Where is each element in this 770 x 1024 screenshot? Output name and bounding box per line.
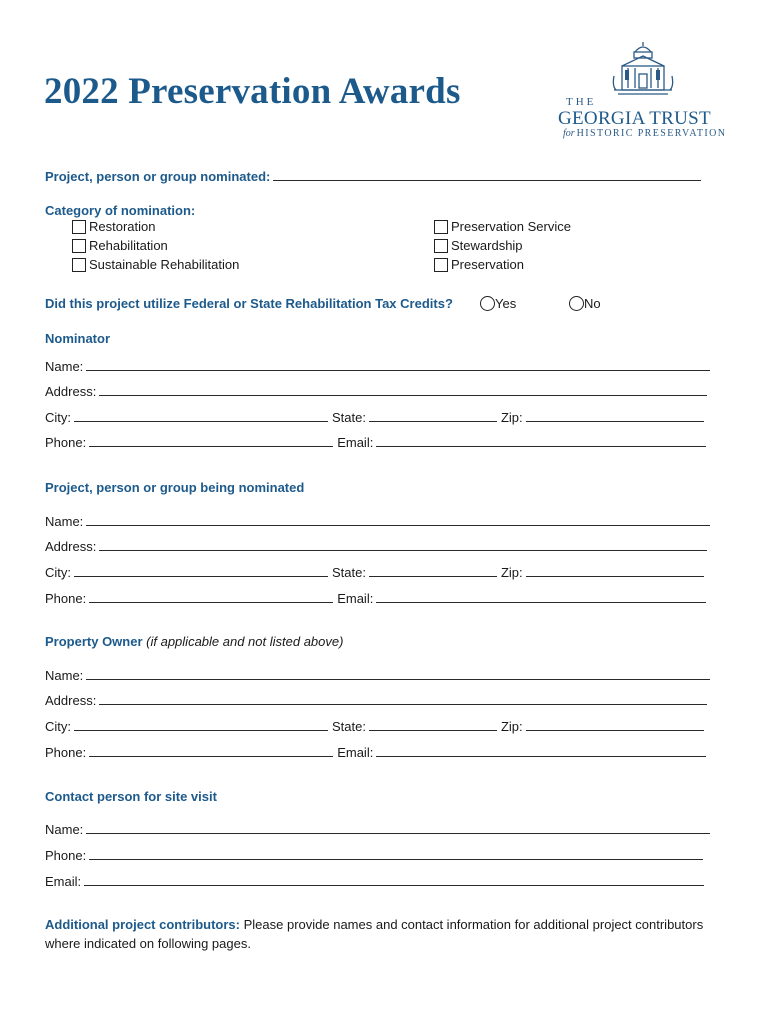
nominee-city-input[interactable] xyxy=(74,565,328,577)
nominator-email-input[interactable] xyxy=(376,435,706,447)
section-owner: Property Owner xyxy=(45,634,143,649)
nominator-name-input[interactable] xyxy=(86,359,710,371)
owner-name-row xyxy=(45,668,710,683)
city-label: City: xyxy=(45,719,71,734)
section-contact: Contact person for site visit xyxy=(45,789,217,804)
nominated-row xyxy=(45,168,701,186)
zip-label: Zip: xyxy=(500,565,523,580)
contact-email-input[interactable] xyxy=(84,874,704,886)
radio-button[interactable] xyxy=(480,296,495,311)
option-label: Sustainable Rehabilitation xyxy=(89,257,240,272)
additional-contributors-note xyxy=(45,915,735,953)
address-label: Address: xyxy=(45,539,97,554)
owner-zip-input[interactable] xyxy=(526,719,704,731)
nominated-label: Project, person or group nominated: xyxy=(45,169,271,184)
section-owner-row xyxy=(45,634,343,649)
building-icon xyxy=(608,40,678,98)
zip-label: Zip: xyxy=(500,719,523,734)
owner-state-input[interactable] xyxy=(369,719,497,731)
contact-name-input[interactable] xyxy=(86,822,710,834)
address-label: Address: xyxy=(45,693,97,708)
owner-city-row xyxy=(45,719,704,734)
state-label: State: xyxy=(332,410,366,425)
nominator-name-row xyxy=(45,359,710,374)
contact-name-row xyxy=(45,822,710,837)
checkbox[interactable] xyxy=(72,239,86,253)
phone-label: Phone: xyxy=(45,848,87,863)
page-title: 2022 Preservation Awards xyxy=(44,71,461,112)
option-label: Preservation Service xyxy=(451,219,571,234)
owner-phone-row xyxy=(45,745,706,760)
checkbox[interactable] xyxy=(434,220,448,234)
nominator-state-input[interactable] xyxy=(369,410,497,422)
logo-subtitle xyxy=(563,128,726,139)
nominee-email-input[interactable] xyxy=(376,591,706,603)
contact-phone-row xyxy=(45,848,703,863)
option-label: Preservation xyxy=(451,257,524,272)
option-label: Restoration xyxy=(89,219,156,234)
nominated-input[interactable] xyxy=(273,169,701,181)
category-label: Category of nomination: xyxy=(45,203,196,218)
option-label: Yes xyxy=(495,296,517,311)
address-label: Address: xyxy=(45,384,97,399)
category-option-service[interactable] xyxy=(434,219,571,234)
nominee-phone-input[interactable] xyxy=(89,591,333,603)
tax-credit-yes[interactable] xyxy=(480,296,516,311)
category-option-preservation[interactable] xyxy=(434,257,524,272)
city-label: City: xyxy=(45,565,71,580)
state-label: State: xyxy=(332,719,366,734)
phone-label: Phone: xyxy=(45,745,87,760)
nominator-city-input[interactable] xyxy=(74,410,328,422)
name-label: Name: xyxy=(45,514,84,529)
tax-credit-question: Did this project utilize Federal or State Rehabilitation Tax Credits? xyxy=(45,296,453,311)
name-label: Name: xyxy=(45,822,84,837)
email-label: Email: xyxy=(337,745,374,760)
checkbox[interactable] xyxy=(72,220,86,234)
additional-contributors-text: Please provide names and contact information for additional project contributors where indicated on following pages. xyxy=(45,917,704,951)
email-label: Email: xyxy=(45,874,82,889)
phone-label: Phone: xyxy=(45,591,87,606)
category-option-restoration[interactable] xyxy=(72,219,155,234)
nominee-address-input[interactable] xyxy=(99,539,707,551)
checkbox[interactable] xyxy=(72,258,86,272)
nominee-address-row xyxy=(45,539,707,554)
nominator-phone-row xyxy=(45,435,706,450)
georgia-trust-logo xyxy=(558,40,728,144)
nominator-city-row xyxy=(45,410,704,425)
nominee-city-row xyxy=(45,565,704,580)
category-option-rehabilitation[interactable] xyxy=(72,238,168,253)
owner-address-input[interactable] xyxy=(99,693,707,705)
email-label: Email: xyxy=(337,435,374,450)
logo-sub: HISTORIC PRESERVATION xyxy=(576,128,727,139)
city-label: City: xyxy=(45,410,71,425)
state-label: State: xyxy=(332,565,366,580)
option-label: Stewardship xyxy=(451,238,523,253)
checkbox[interactable] xyxy=(434,239,448,253)
logo-the: THE xyxy=(566,96,597,108)
contact-email-row xyxy=(45,874,704,889)
nominee-name-row xyxy=(45,514,710,529)
checkbox[interactable] xyxy=(434,258,448,272)
phone-label: Phone: xyxy=(45,435,87,450)
tax-credit-no[interactable] xyxy=(569,296,601,311)
option-label: No xyxy=(584,296,601,311)
nominee-zip-input[interactable] xyxy=(526,565,704,577)
owner-address-row xyxy=(45,693,707,708)
nominator-address-row xyxy=(45,384,707,399)
contact-phone-input[interactable] xyxy=(89,848,703,860)
radio-button[interactable] xyxy=(569,296,584,311)
category-option-sustainable[interactable] xyxy=(72,257,239,272)
section-being-nominated: Project, person or group being nominated xyxy=(45,480,305,495)
nominee-state-input[interactable] xyxy=(369,565,497,577)
nominator-phone-input[interactable] xyxy=(89,435,333,447)
logo-for: for xyxy=(563,128,575,139)
nominator-address-input[interactable] xyxy=(99,384,707,396)
owner-name-input[interactable] xyxy=(86,668,710,680)
name-label: Name: xyxy=(45,668,84,683)
zip-label: Zip: xyxy=(500,410,523,425)
name-label: Name: xyxy=(45,359,84,374)
section-nominator: Nominator xyxy=(45,331,110,346)
category-option-stewardship[interactable] xyxy=(434,238,523,253)
additional-contributors-label: Additional project contributors: xyxy=(45,917,240,932)
owner-note: (if applicable and not listed above) xyxy=(146,634,344,649)
owner-phone-input[interactable] xyxy=(89,745,333,757)
nominator-zip-input[interactable] xyxy=(526,410,704,422)
owner-email-input[interactable] xyxy=(376,745,706,757)
owner-city-input[interactable] xyxy=(74,719,328,731)
nominee-name-input[interactable] xyxy=(86,514,710,526)
option-label: Rehabilitation xyxy=(89,238,168,253)
email-label: Email: xyxy=(337,591,374,606)
logo-name: GEORGIA TRUST xyxy=(558,108,711,129)
nominee-phone-row xyxy=(45,591,706,606)
